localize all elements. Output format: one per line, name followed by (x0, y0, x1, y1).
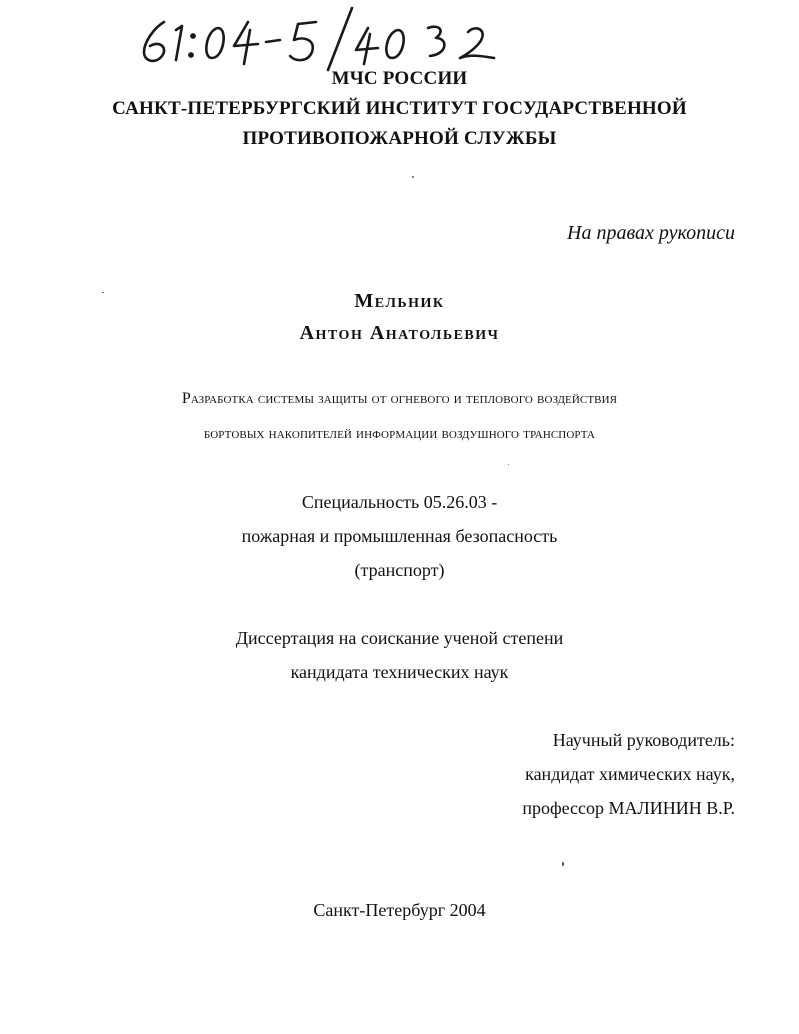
institute-heading-line-2: ПРОТИВОПОЖАРНОЙ СЛУЖБЫ (242, 128, 557, 149)
specialty-code: Специальность 05.26.03 - (301, 492, 498, 512)
supervisor-label: Научный руководитель: (552, 730, 735, 750)
scan-speck (508, 464, 509, 465)
degree-line-2: кандидата технических наук (290, 662, 509, 682)
thesis-title-line-1: Разработка системы защиты от огневого и теплового воздействия (181, 390, 618, 407)
author-given-names: Антон Анатольевич (299, 322, 500, 344)
supervisor-degree: кандидат химических наук, (525, 764, 735, 784)
specialty-branch: (транспорт) (354, 560, 445, 580)
author-surname: Мельник (354, 290, 445, 312)
specialty-name: пожарная и промышленная безопасность (241, 526, 558, 546)
institute-heading-line-1: САНКТ-ПЕТЕРБУРГСКИЙ ИНСТИТУТ ГОСУДАРСТВЕННОЙ (112, 98, 687, 119)
ministry-heading: МЧС РОССИИ (331, 68, 468, 89)
scan-speck (412, 176, 414, 178)
degree-line-1: Диссертация на соискание ученой степени (235, 628, 564, 648)
manuscript-rights-note: На правах рукописи (567, 222, 735, 244)
supervisor-name: профессор МАЛИНИН В.Р. (522, 798, 735, 818)
scan-speck (102, 292, 104, 293)
city-year: Санкт-Петербург 2004 (313, 900, 486, 920)
scan-speck (562, 862, 564, 866)
thesis-title-line-2: бортовых накопителей информации воздушного транспорта (203, 425, 596, 442)
